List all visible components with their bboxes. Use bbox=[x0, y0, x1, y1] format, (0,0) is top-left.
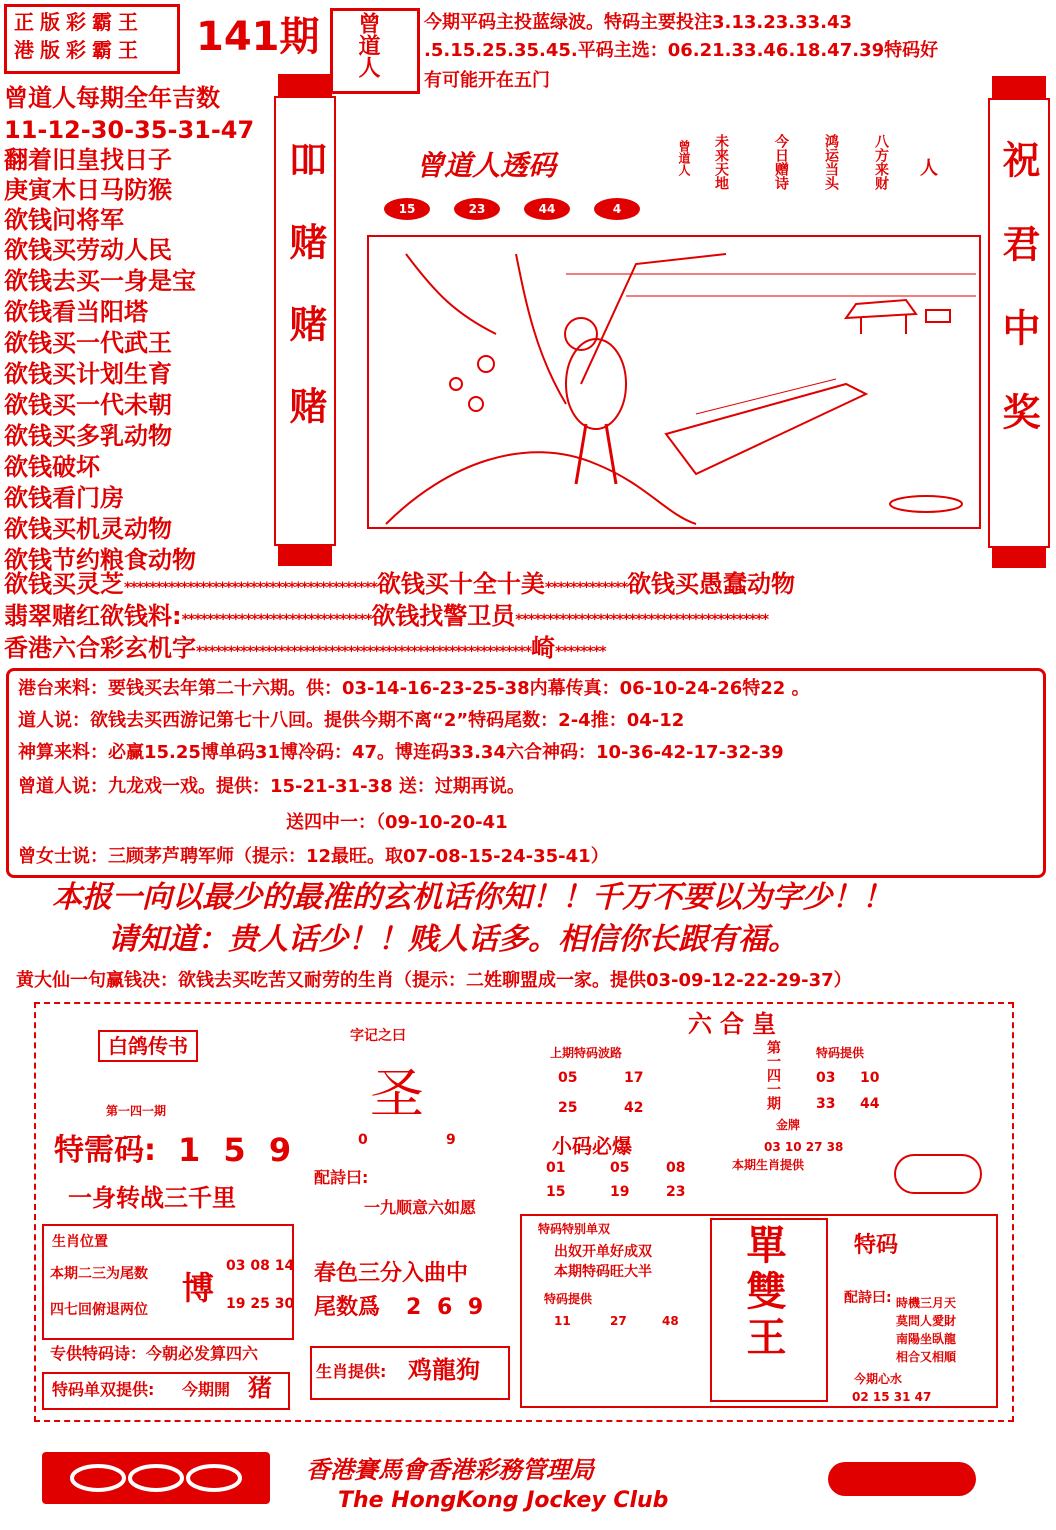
info-row-5: 送四中一：（09-10-20-41 bbox=[286, 812, 508, 833]
big-char: 圣 bbox=[370, 1062, 424, 1125]
last-wave-label: 上期特码波路 bbox=[550, 1046, 623, 1060]
right-poem-line: 南陽坐臥龍 bbox=[896, 1332, 957, 1346]
painting-balls bbox=[384, 198, 644, 222]
emblem-oval bbox=[894, 1154, 982, 1194]
riddle-item: 翻着旧皇找日子 bbox=[4, 146, 172, 174]
star-line-3-left: 香港六合彩玄机字 bbox=[4, 634, 196, 662]
lucky-title: 曾道人每期全年吉数 bbox=[4, 84, 220, 112]
sd-num: 27 bbox=[610, 1314, 627, 1328]
grid2-cell: 10 bbox=[860, 1070, 880, 1086]
star-line-2-stars: ****************************** bbox=[181, 612, 372, 628]
small-cell: 15 bbox=[546, 1184, 566, 1200]
panel-mid-title: 字记之曰 bbox=[350, 1028, 406, 1044]
sd-num: 48 bbox=[662, 1314, 679, 1328]
grid1-cell: 17 bbox=[624, 1070, 644, 1086]
single-double-value: 今期開 bbox=[182, 1380, 231, 1399]
tema-supply-label: 特码提供 bbox=[816, 1046, 865, 1060]
pos-label: 生肖位置 bbox=[52, 1234, 108, 1250]
info-row-4: 曾道人说：九龙戏一戏。提供：15-21-31-38 送：过期再说。 bbox=[18, 776, 525, 797]
sd-title: 特码特别单双 bbox=[538, 1222, 611, 1236]
mid-poem: 一九顺意六如愿 bbox=[364, 1198, 477, 1217]
tema-value: 1 5 9 bbox=[178, 1131, 298, 1169]
star-line-2 bbox=[4, 602, 768, 630]
footer-logo-left-mark bbox=[42, 1452, 270, 1504]
panel-mid bbox=[306, 1008, 512, 1412]
panel-left-phrase: 一身转战三千里 bbox=[68, 1184, 236, 1212]
star-line-1-stars: **************************************** bbox=[124, 580, 377, 596]
painting-title: 曾道人透码 bbox=[416, 149, 557, 182]
poem-col: 未来天地 bbox=[713, 134, 729, 190]
info-row-2: 道人说：欲钱去买西游记第七十八回。提供今期不离“2”特码尾数：2-4推：04-12 bbox=[18, 710, 685, 731]
star-line-1-stars2: ************* bbox=[544, 580, 628, 596]
bo-char: 博 bbox=[182, 1269, 215, 1307]
footer-cn: 香港賽馬會香港彩務管理局 bbox=[306, 1456, 594, 1484]
right-foot-label: 今期心水 bbox=[854, 1372, 903, 1386]
logo-line2: 港版彩霸王 bbox=[14, 38, 144, 62]
slogan-line-1: 本报一向以最少的最准的玄机话你知！！千万不要以为字少！！ bbox=[52, 880, 892, 915]
huang-daxian-line: 黄大仙一句赢钱决：欲钱去买吃苦又耐劳的生肖（提示：二姓聊盟成一家。提供03-09-12-22-29-37） bbox=[16, 970, 852, 991]
riddle-item: 欲钱看当阳塔 bbox=[4, 298, 148, 326]
intro-line-3: 有可能开在五门 bbox=[424, 70, 550, 91]
info-row-6: 曾女士说：三顾茅芦聘军师（提示：12最旺。取07-08-15-24-35-41） bbox=[18, 846, 609, 867]
poem-col: 鸿运当头 bbox=[823, 134, 839, 190]
panel-left-issue: 第一四一期 bbox=[106, 1104, 167, 1118]
right-poem-line: 相合又相順 bbox=[896, 1350, 957, 1364]
painting-poem bbox=[676, 130, 956, 210]
big-col-text: 單雙王 bbox=[740, 1224, 786, 1362]
big-char-num-b: 9 bbox=[446, 1132, 456, 1148]
lucky-numbers: 11-12-30-35-31-47 bbox=[4, 116, 255, 144]
tail-label: 尾数爲 bbox=[314, 1295, 381, 1320]
right-foot-nums: 02 15 31 47 bbox=[852, 1390, 932, 1404]
tail-line: 本期二三为尾数 bbox=[50, 1266, 148, 1282]
footer-logo-right bbox=[828, 1462, 976, 1496]
bo-nums-row-1: 03 08 14 bbox=[226, 1258, 295, 1274]
panel-left-title: 白鸽传书 bbox=[98, 1030, 198, 1062]
ball: 4 bbox=[594, 198, 640, 220]
sd-line-2: 本期特码旺大半 bbox=[554, 1264, 652, 1280]
grid2-cell: 33 bbox=[816, 1096, 836, 1112]
grid1-cell: 05 bbox=[558, 1070, 578, 1086]
right-poem-line: 莫問人愛財 bbox=[896, 1314, 957, 1328]
issue-vertical: 第一四一期 bbox=[765, 1040, 781, 1110]
seal-text: 曾道人 bbox=[355, 12, 380, 78]
sd-label: 特码提供 bbox=[544, 1292, 593, 1306]
riddle-list bbox=[4, 146, 268, 577]
star-line-2-left: 翡翠赌红欲钱料: bbox=[4, 602, 182, 630]
star-line-1-left: 欲钱买灵芝 bbox=[4, 570, 124, 598]
riddle-item: 欲钱看门房 bbox=[4, 484, 124, 512]
sd-num: 11 bbox=[554, 1314, 571, 1328]
star-line-3-stars: ***************************************************** bbox=[196, 644, 532, 660]
star-line-1-mid: 欲钱买十全十美 bbox=[376, 570, 545, 598]
grid2-cell: 03 bbox=[816, 1070, 836, 1086]
riddle-item: 欲钱买劳动人民 bbox=[4, 236, 172, 264]
zodiac-label: 生肖提供: bbox=[316, 1362, 387, 1381]
panel-right bbox=[514, 1008, 1008, 1412]
big-char-num-a: 0 bbox=[358, 1132, 368, 1148]
star-line-2-stars2: **************************************** bbox=[515, 612, 769, 628]
issue-sub: 金牌 bbox=[776, 1118, 801, 1132]
zodiac-value: 鸡龍狗 bbox=[408, 1356, 480, 1384]
riddle-item: 欲钱买机灵动物 bbox=[4, 515, 172, 543]
riddle-item: 欲钱问将军 bbox=[4, 206, 124, 234]
star-line-3-stars2: ******** bbox=[555, 644, 606, 660]
right-poem-label: 配詩曰: bbox=[844, 1290, 892, 1306]
sd-line-1: 出奴开单好成双 bbox=[554, 1244, 652, 1260]
star-line-3 bbox=[4, 634, 606, 662]
small-note: 03 10 27 38 bbox=[764, 1140, 844, 1154]
small-cell: 08 bbox=[666, 1160, 686, 1176]
ball: 23 bbox=[454, 198, 500, 220]
issue-number: 141期 bbox=[196, 14, 320, 60]
small-burst: 小码必爆 bbox=[552, 1134, 632, 1158]
panel-left bbox=[38, 1008, 304, 1412]
ball: 44 bbox=[524, 198, 570, 220]
left-scroll-text: 吅赌赌赌 bbox=[283, 140, 327, 468]
right-scroll-text: 祝君中奖 bbox=[996, 140, 1040, 476]
panel-right-title: 六合皇 bbox=[688, 1010, 784, 1038]
small-cell: 19 bbox=[610, 1184, 630, 1200]
star-line-1-right: 欲钱买愚蠢动物 bbox=[627, 570, 796, 598]
riddle-item: 欲钱买计划生育 bbox=[4, 360, 172, 388]
tema-label: 特需码: bbox=[54, 1133, 156, 1168]
riddle-item: 欲钱买多乳动物 bbox=[4, 422, 172, 450]
special-poem: 专供特码诗：今朝必发算四六 bbox=[50, 1344, 259, 1363]
grid1-cell: 42 bbox=[624, 1100, 644, 1116]
riddle-item: 欲钱去买一身是宝 bbox=[4, 267, 196, 295]
tail-value: 2 6 9 bbox=[406, 1295, 488, 1320]
ball: 15 bbox=[384, 198, 430, 220]
star-line-2-mid: 欲钱找警卫员 bbox=[371, 602, 516, 630]
logo-line1: 正版彩霸王 bbox=[14, 10, 144, 34]
single-double-animal: 猪 bbox=[248, 1374, 272, 1402]
info-row-3: 神算来料：必赢15.25博单码31博冷码：47。博连码33.34六合神码：10-36-42-17-32-39 bbox=[18, 742, 784, 763]
fisherman-illustration bbox=[366, 234, 982, 530]
riddle-item: 欲钱破坏 bbox=[4, 453, 100, 481]
small-cell: 23 bbox=[666, 1184, 686, 1200]
small-cell: 01 bbox=[546, 1160, 566, 1176]
riddle-item: 欲钱买一代未朝 bbox=[4, 391, 172, 419]
slogan-line-2: 请知道：贵人话少！！贱人话多。相信你长跟有福。 bbox=[108, 922, 798, 957]
star-line-1 bbox=[4, 570, 795, 598]
poem-col: 人 bbox=[920, 158, 938, 179]
riddle-item: 欲钱节约粮食动物 bbox=[4, 546, 196, 574]
poem-col: 曾道人 bbox=[677, 140, 691, 176]
star-line-3-mid: 崎 bbox=[531, 634, 556, 662]
right-title: 特码 bbox=[854, 1233, 899, 1258]
intro-line-1: 今期平码主投蓝绿波。特码主要投注3.13.23.33.43 bbox=[424, 12, 853, 33]
intro-line-2: .5.15.25.35.45.平码主选：06.21.33.46.18.47.39特码好 bbox=[424, 40, 939, 61]
poem-col: 今日赠诗 bbox=[773, 134, 789, 190]
grid2-cell: 44 bbox=[860, 1096, 880, 1112]
spring-line: 春色三分入曲中 bbox=[314, 1261, 469, 1286]
info-row-1: 港台来料：要钱买去年第二十六期。供：03-14-16-23-25-38内幕传真：06-10-24-26特22 。 bbox=[18, 678, 810, 699]
poem-col: 八方来财 bbox=[873, 134, 889, 190]
right-poem-line: 時機三月天 bbox=[896, 1296, 957, 1310]
single-double-label: 特码单双提供: bbox=[52, 1380, 155, 1399]
footer-en: The HongKong Jockey Club bbox=[338, 1488, 669, 1513]
back-line: 四七回俯退两位 bbox=[50, 1302, 148, 1318]
riddle-item: 欲钱买一代武王 bbox=[4, 329, 172, 357]
grid1-cell: 25 bbox=[558, 1100, 578, 1116]
zodiac-hint: 本期生肖提供 bbox=[732, 1158, 805, 1172]
mid-poem-label: 配詩曰: bbox=[314, 1168, 369, 1187]
bo-nums-row-2: 19 25 30 bbox=[226, 1296, 295, 1312]
small-cell: 05 bbox=[610, 1160, 630, 1176]
riddle-item: 庚寅木日马防猴 bbox=[4, 176, 172, 204]
